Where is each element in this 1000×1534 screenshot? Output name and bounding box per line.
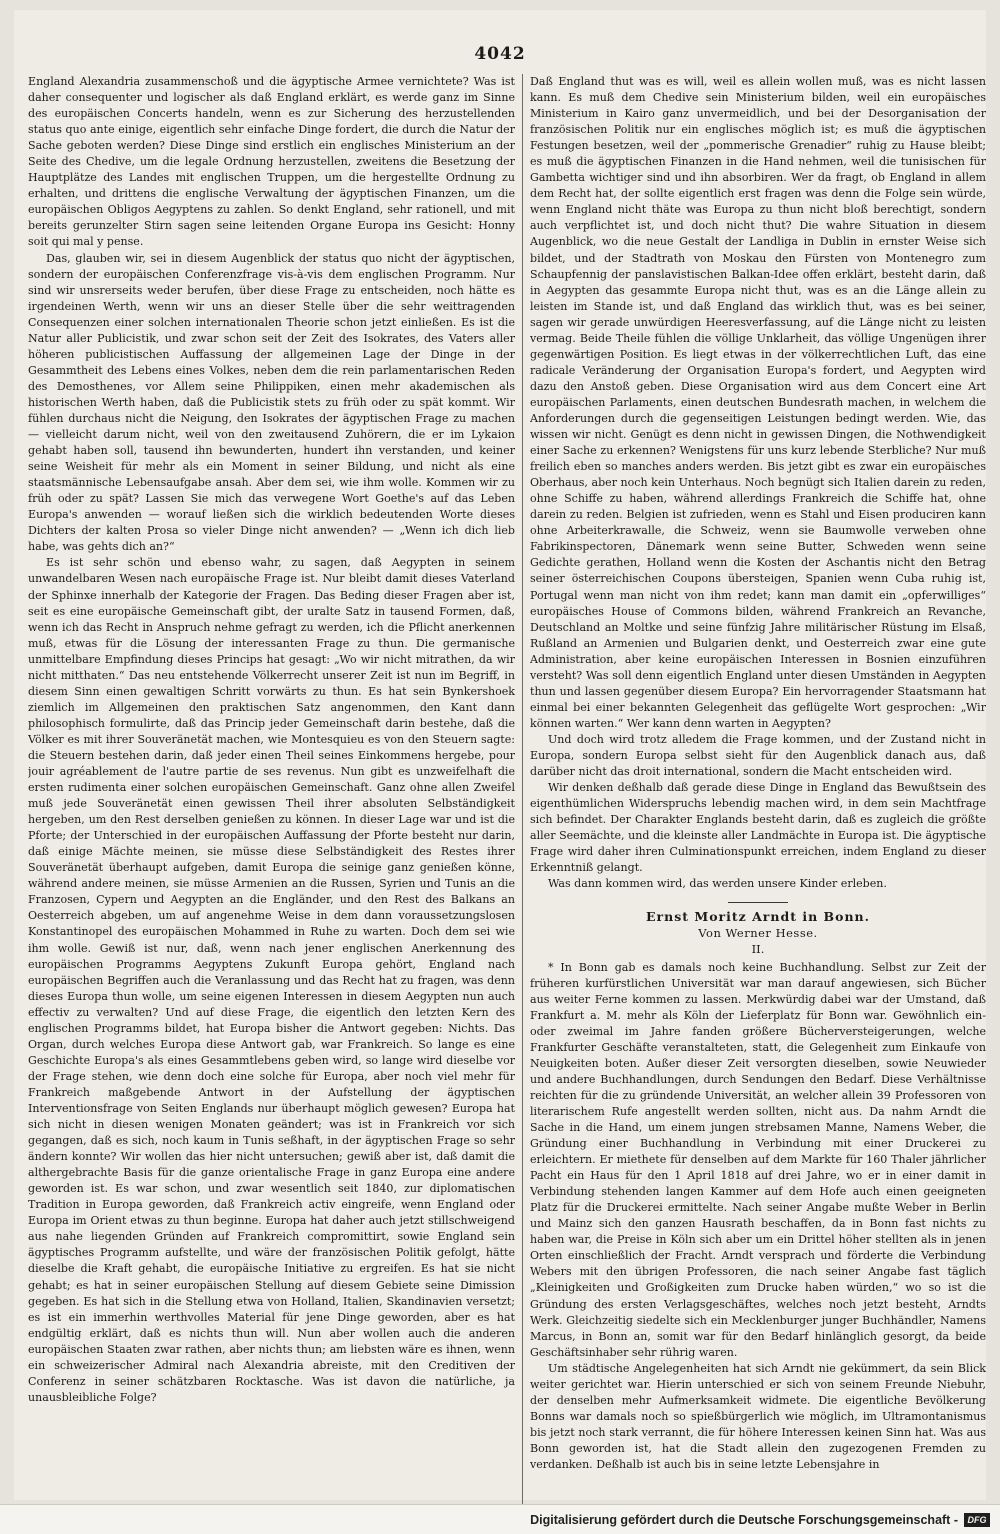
paragraph: Daß England thut was es will, weil es allein wollen muß, was es nicht lassen kann. Es muß dem Chedive sein Ministerium bilden, weil ein europäisches Ministerium in Kairo ganz unvermeidlich, und bei der Desorganisation der französischen Politik nur ein englisches möglich ist; es muß die ägyptischen Festungen besetzen, weil der „pommerische Grenadier“ ruhig zu Hause bleibt; es muß die ägyptischen Finanzen in die Hand nehmen, weil die tunisischen für Gambetta wichtiger sind und ihn absorbiren. Wer da fragt, ob England in allem dem Recht hat, der sollte eigentlich erst fragen was denn die Folge sein würde, wenn England nicht thäte was Europa zu thun nicht bloß berechtigt, sondern auch verpflichtet ist, und doch nicht thut? Die wahre Situation in diesem Augenblick, wo die neue Gestalt der Landliga in Dublin in ernster Weise sich bildet, und der Stadtrath von Moskau den Fürsten von Montenegro zum Schaupfennig der panslavistischen Balkan-Idee offen erklärt, besteht darin, daß in Aegypten das gesammte Europa nicht thut, was es an die Länge allein zu leisten im Stande ist, und daß England das wirklich thut, was es bei seiner, sagen wir gerade unwürdigen Heeresverfassung, auf die Länge nicht zu leisten vermag. Beide Theile fühlen die völlige Unklarheit, das völlige Ungenügen ihrer gegenwärtigen Position. Es liegt etwas in der völkerrechtlichen Luft, das eine radicale Veränderung der Organisation Europa's fordert, und Aegypten wird dazu den Anstoß geben. Diese Organisation wird aus dem Concert eine Art europäischen Parlaments, einen deutschen Bundesrath machen, in welchem die Anforderungen durch die gegenseitigen Leistungen bedingt werden. Wie, das wissen wir nicht. Genügt es denn nicht in gewissen Dingen, die Nothwendigkeit einer Sache zu erkennen? Wenigstens für uns kurz lebende Sterbliche? Nur muß freilich eben so manches anders werden. Bis jetzt gibt es zwar ein europäisches Oberhaus, aber noch kein Unterhaus. Noch begnügt sich Italien darein zu reden, ohne Schiffe zu haben, während allerdings Frankreich die Schiffe hat, ohne darein zu reden. Belgien ist zufrieden, wenn es Stahl und Eisen produciren kann ohne Arbeiterkrawalle, die Schweiz, wenn sie Baumwolle verweben ohne Fabrikinspectoren, Dänemark wenn seine Butter, Schweden wenn seine Gedichte gerathen, Holland wenn die Kosten der Aschantis nicht den Betrag seiner österreichischen Coupons übersteigen, Spanien wenn Cuba ruhig ist, Portugal wenn man nicht von ihm redet; kann man damit ein „opferwilliges“ europäisches House of Commons bilden, während Frankreich an Revanche, Deutschland an Moltke und seine fünfzig Jahre militärischer Rüstung im Elsaß, Rußland an Armenien und Bulgarien denkt, und Oesterreich zwar eine gute Administration, aber keine europäischen Interessen in Bosnien einzuführen versteht? Was soll denn eigentlich England unter diesen Umständen in Aegypten thun und lassen gegenüber diesem Europa? Ein hervorragender Staatsmann hat einmal bei einer bekannten Gelegenheit das geflügelte Wort gesprochen: „Wir können warten.“ Wer kann denn warten in Aegypten? xyxy=(530,75,986,730)
paragraph: * In Bonn gab es damals noch keine Buchhandlung. Selbst zur Zeit der früheren kurfürstlichen Universität war man darauf angewiesen, sich Bücher aus weiter Ferne kommen zu lassen. Merkwürdig dabei war der Umstand, daß Frankfurt a. M. mehr als Köln der Lieferplatz für Bonn war. Gewöhnlich ein- oder zweimal im Jahre fanden größere Bücherversteigerungen, welche Frankfurter Geschäfte veranstalteten, statt, die Gelegenheit zum Einkaufe von Neuigkeiten boten. Außer dieser Zeit versorgten dieselben, sowie Neuwieder und andere Buchhandlungen, durch Sendungen den Bedarf. Diese Verhältnisse reichten für die zu gründende Universität, an welcher allein 39 Professoren von literarischem Rufe angestellt werden sollten, nicht aus. Da nahm Arndt die Sache in die Hand, um einem jungen strebsamen Manne, Namens Weber, die Gründung einer Buchhandlung in Verbindung mit einer Druckerei zu erleichtern. Er miethete für denselben auf dem Markte für 160 Thaler jährlicher Pacht ein Haus für den 1 April 1818 auf drei Jahre, wo er in einer damit in Verbindung stehenden langen Kammer auf dem Hofe auch einen geeigneten Platz für die Druckerei ermittelte. Nach seiner Angabe mußte Weber in Berlin und Mainz sich den ganzen Hausrath beschaffen, da in Bonn fast nichts zu haben war, die Preise in Köln sich aber um ein Drittel höher stellten als in jenen Orten einschließlich der Fracht. Arndt versprach und förderte die Verbindung Webers mit den übrigen Professoren, die nach seiner Angabe fast täglich „Kleinigkeiten und Großigkeiten zum Drucke haben würden,“ wo so ist die Gründung des ersten Verlagsgeschäftes, welches noch jetzt besteht, Arndts Werk. Gleichzeitig siedelte sich ein Mecklenburger junger Buchhändler, Namens Marcus, in Bonn an, somit war für den Bedarf hinlänglich gesorgt, da beide Geschäftsinhaber sehr rührig waren. xyxy=(530,960,986,1359)
footer-credit: Digitalisierung gefördert durch die Deutsche Forschungsgemeinschaft - xyxy=(530,1513,958,1527)
column-divider xyxy=(522,74,523,1504)
paragraph: Was dann kommen wird, das werden unsere Kinder erleben. xyxy=(548,877,887,891)
article-author: Von Werner Hesse. xyxy=(698,926,818,941)
digitization-footer xyxy=(0,1504,1000,1534)
paragraph: Wir denken deßhalb daß gerade diese Dinge in England das Bewußtsein des eigenthümlichen Widerspruchs lebendig machen wird, in dem sein Machtfrage sich befindet. Der Charakter Englands besteht darin, daß es zugleich die größte aller Seemächte, und die kleinste aller Landmächte in Europa ist. Die ägyptische Frage wird daher ihren Culminationspunkt erreichen, indem England zu dieser Erkenntniß gelangt. xyxy=(530,781,986,875)
article-header xyxy=(530,902,986,957)
left-column xyxy=(28,74,515,1506)
header-rule xyxy=(728,902,788,903)
paragraph: Es ist sehr schön und ebenso wahr, zu sagen, daß Aegypten in seinem unwandelbaren Wesen nach europäische Frage ist. Nur bleibt damit dieses Vaterland der Sphinxe innerhalb der Kategorie der Fragen. Das Beding dieser Fragen aber ist, seit es eine europäische Gemeinschaft gibt, der uralte Satz in tausend Formen, daß, wenn ich das Recht in Anspruch nehme gefragt zu werden, ich die Pflicht anerkennen muß, etwas für die Lösung der interessanten Frage zu thun. Die germanische unmittelbare Empfindung dieses Princips hat gesagt: „Wo wir nicht mitrathen, da wir nicht mitthaten.“ Das neu entstehende Völkerrecht unserer Zeit ist nun im Begriff, in diesem Sinn einen gewaltigen Schritt vorwärts zu thun. Es hat sein Bynkershoek ziemlich im Allgemeinen den praktischen Satz angenommen, den Kant dann philosophisch formulirte, daß das Princip jeder Gemeinschaft darin bestehe, daß die Völker es mit ihrer Souveränetät machen, wie Montesquieu es von den Steuern sagte: die Steuern bestehen darin, daß jeder einen Theil seines Einkommens hergebe, pour jouir agréablement de l'autre partie de ses revenus. Nun gibt es unzweifelhaft die ersten rudimenta einer solchen europäischen Gemeinschaft. Ganz ohne allen Zweifel muß jede Souveränetät einen gewissen Theil ihrer absoluten Selbständigkeit hergeben, um den Rest derselben genießen zu können. In dieser Lage war und ist die Pforte; der Unterschied in der europäischen Auffassung der Pforte besteht nur darin, daß einige Mächte meinen, sie müsse diese Selbständigkeit des Restes ihrer Souveränetät überhaupt aufgeben, damit Europa die seinige ganz genießen könne, während andere meinen, sie müsse Armenien an die Russen, Syrien und Tunis an die Franzosen, Cypern und Aegypten an die Engländer, und den Rest des Balkans an Oesterreich abgeben, um auf angenehme Weise in dem dann voraussetzungslosen Konstantinopel des europäischen Mohammed in Ruhe zu warten. Doch dem sei wie ihm wolle. Gewiß ist nur, daß, wenn nach jener englischen Anerkennung des europäischen Programms Aegyptens Zukunft Europa gehört, England nach europäischen Begriffen auch die Veranlassung und das Recht hat zu fragen, was denn dieses Europa thun wolle, um seine eigenen Interessen in diesem Aegypten nun auch effectiv zu verwalten? Und auf diese Frage, die eigentlich den letzten Kern des englischen Programms bildet, hat Europa bisher die Antwort gegeben: Nichts. Das Organ, durch welches Europa diese Antwort gab, war Frankreich. So lange es eine Geschichte Europa's als eines Gesammtlebens geben wird, so lange wird dieselbe vor der Frage stehen, wie denn doch eine solche für Europa, aber noch viel mehr für Frankreich maßgebende Antwort in der Aufstellung der ägyptischen Interventionsfrage von Seiten Englands nur überhaupt möglich gewesen? Europa hat sich nicht in diesen wenigen Monaten geändert; was ist in Frankreich vor sich gegangen, daß es sich, noch kaum in Tunis seßhaft, in der ägyptischen Frage so sehr ändern konnte? Wir wollen das hier nicht untersuchen; gewiß aber ist, daß damit die althergebrachte Basis für die ganze orientalische Frage in ganz Europa eine andere geworden ist. Es war schon, und zwar wesentlich seit 1840, zur diplomatischen Tradition in Europa geworden, daß Frankreich activ eingreife, wenn England oder Europa im Orient etwas zu thun beginne. Europa hat daher auch jetzt stillschweigend aus nahe liegenden Gründen auf Frankreich compromittirt, sowie England sein ägyptisches Programm aufstellte, und wäre der französischen Politik gefolgt, hätte dieselbe die Kraft gehabt, die europäische Initiative zu ergreifen. Es hat sie nicht gehabt; es hat in seiner europäischen Stellung auf diesem Gebiete seine Dimission gegeben. Es hat sich in die Stellung etwa von Holland, Italien, Skandinavien versetzt; es ist ein immerhin werthvolles Material für jene Dinge geworden, aber es hat endgültig erklärt, daß es nichts thun will. Nun aber wollen auch die anderen europäischen Staaten zwar rathen, aber nichts thun; am liebsten wäre es ihnen, wenn ein schweizerischer Admiral nach Alexandria abreiste, mit den Creditiven der Conferenz in seiner schätzbaren Rocktasche. Was ist davon die natürliche, ja unausbleibliche Folge? xyxy=(28,556,515,1404)
article-title: Ernst Moritz Arndt in Bonn. xyxy=(646,909,870,925)
page-number: 4042 xyxy=(474,44,526,64)
paragraph: Das, glauben wir, sei in diesem Augenblick der status quo nicht der ägyptischen, sondern der europäischen Conferenzfrage vis-à-vis dem englischen Programm. Nur sind wir unsrerseits weder berufen, über diese Frage zu entscheiden, noch hätte es irgendeinen Werth, wenn wir uns an dieser Stelle über die sehr weittragenden Consequenzen einer solchen internationalen Theorie schon jetzt einließen. Es ist die Natur aller Publicistik, und zwar schon seit der Zeit des Isokrates, des Vaters aller höheren publicistischen Auffassung der allgemeinen Lage der Dinge in der Gesammtheit des Lebens eines Volkes, neben dem die rein parlamentarischen Reden des Demosthenes, vor Allem seine Philippiken, einen mehr akademischen als historischen Werth haben, daß die Publicistik stets zu früh oder zu spät kommt. Wir fühlen durchaus nicht die Neigung, den Isokrates der ägyptischen Frage zu machen — vielleicht darum nicht, weil von den zweitausend Zuhörern, die er im Lykaion gehabt haben soll, tausend ihn bewunderten, hundert ihn verstanden, und keiner seine Weisheit für mehr als ein Moment in seiner Bildung, und nicht als eine staatsmännische Lebensaufgabe ansah. Aber dem sei, wie ihm wolle. Kommen wir zu früh oder zu spät? Lassen Sie mich das verwegene Wort Goethe's auf das Leben Europa's anwenden — worauf ließen sich die wirklich bedeutenden Worte dieses Dichters der kalten Prosa so vieler Dinge nicht anwenden? — „Wenn ich dich lieb habe, was gehts dich an?“ xyxy=(28,251,515,554)
dfg-logo-icon: DFG xyxy=(964,1513,990,1527)
right-column xyxy=(530,74,986,1506)
paragraph: Um städtische Angelegenheiten hat sich Arndt nie gekümmert, da sein Blick weiter gerichtet war. Hierin unterschied er sich von seinem Freunde Niebuhr, der denselben mehr Aufmerksamkeit widmete. Die eigentliche Bevölkerung Bonns war damals noch so spießbürgerlich wie möglich, im Ultramontanismus bis jetzt noch stark verrannt, die für höhere Interessen keinen Sinn hat. Was aus Bonn geworden ist, hat die Stadt allein den zugezogenen Fremden zu verdanken. Deßhalb ist auch bis in seine letzte Lebensjahre in xyxy=(530,1361,986,1471)
paragraph: Und doch wird trotz alledem die Frage kommen, und der Zustand nicht in Europa, sondern Europa selbst sieht für den Augenblick danach aus, daß darüber nicht das droit international, sondern die Macht entscheiden wird. xyxy=(530,732,986,779)
paragraph: England Alexandria zusammenschoß und die ägyptische Armee vernichtete? Was ist daher consequenter und logischer als daß England erklärt, es werde ganz im Sinne des europäischen Concerts handeln, wenn es zur Sicherung des herzustellenden status quo ante einige, eigentlich sehr einfache Dinge fordert, die durch die Natur der Sache geboten werden? Diese Dinge sind erstlich ein englisches Ministerium an der Seite des Chedive, um die legale Ordnung herzustellen, zweitens die Besetzung der Hauptplätze des Landes mit englischen Truppen, um die hergestellte Ordnung zu erhalten, und drittens die englische Verwaltung der ägyptischen Finanzen, um die europäischen Obligos Aegyptens zu zahlen. So denkt England, sehr rationell, und mit bereits gerunzelter Stirn sagen seine leitenden Organe Europa ins Gesicht: Honny soit qui mal y pense. xyxy=(28,75,515,249)
article-part: II. xyxy=(751,942,765,957)
